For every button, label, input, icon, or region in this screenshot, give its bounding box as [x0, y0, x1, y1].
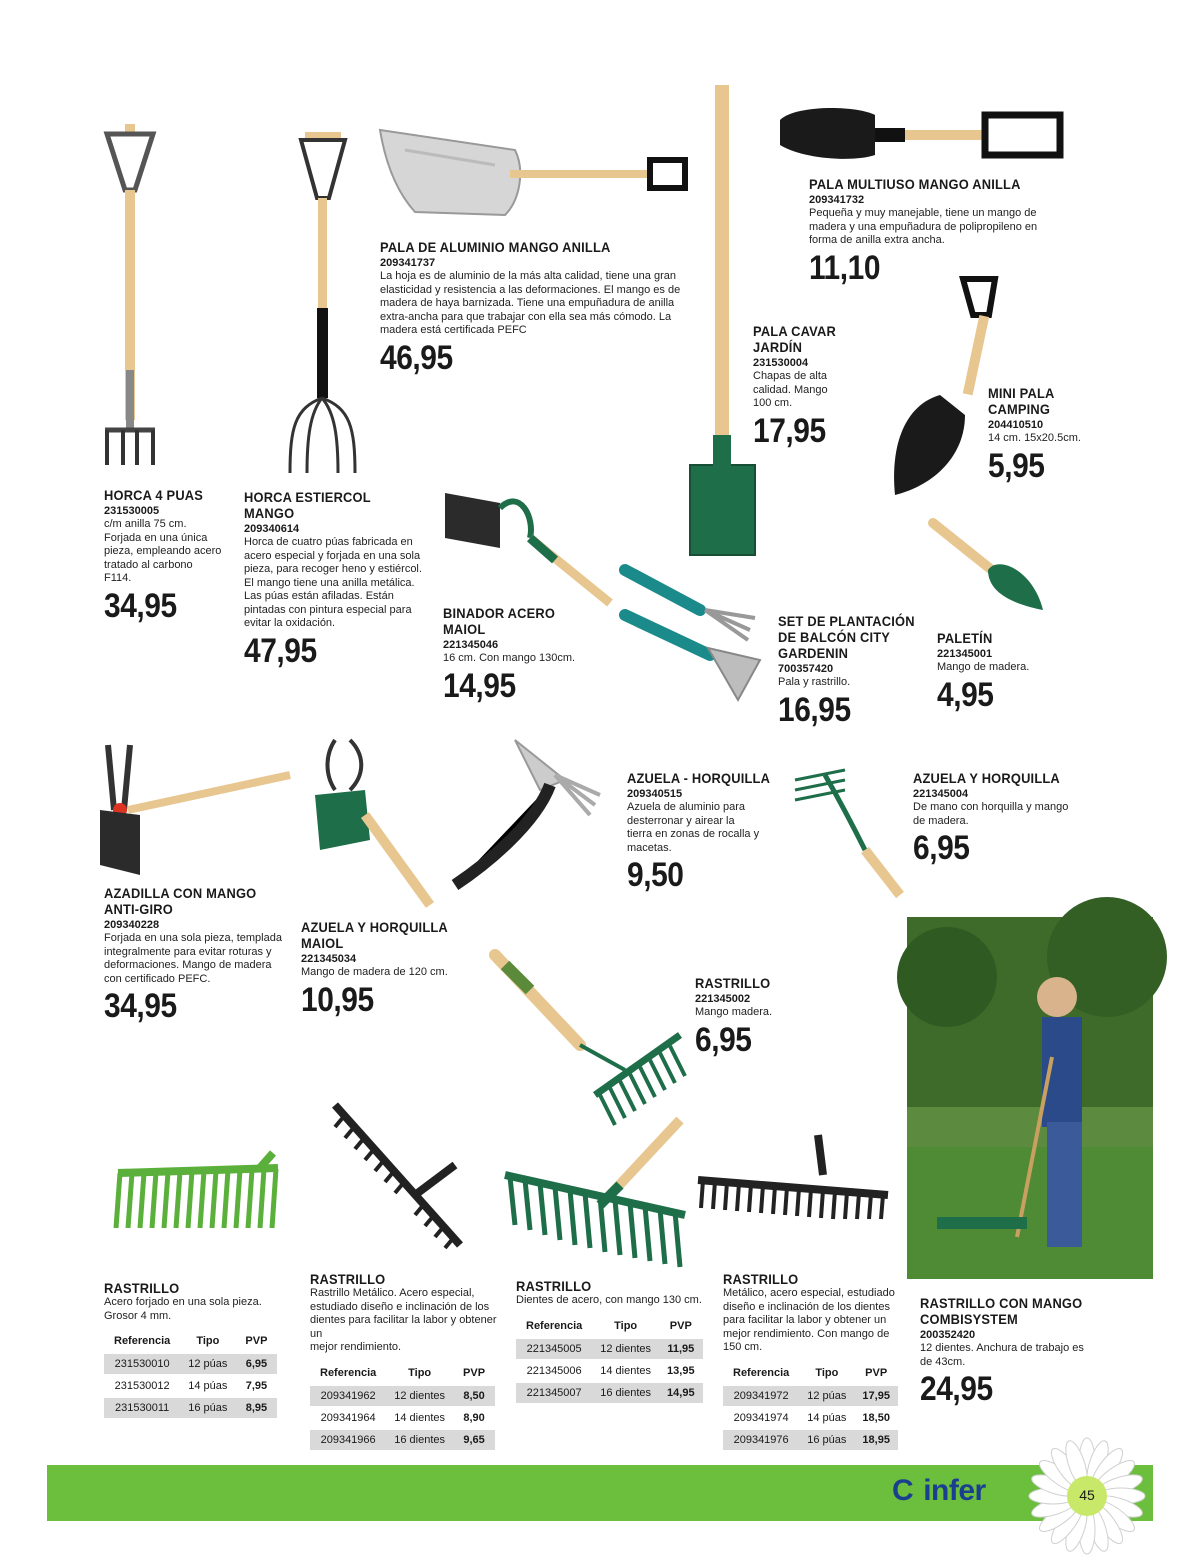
table-row — [310, 1429, 495, 1450]
table-row — [310, 1385, 495, 1407]
product-code: 204410510 — [988, 419, 1044, 431]
product-code: 221345004 — [913, 788, 969, 800]
product-rastrillo-table-3 — [516, 1278, 706, 1403]
cell-reference: 221345005 — [516, 1338, 592, 1360]
coinfer-logo — [892, 1474, 986, 1508]
product-price: 11,10 — [809, 248, 881, 287]
cell-reference: 209341976 — [723, 1429, 799, 1450]
multipurpose-shovel-image — [775, 100, 1070, 180]
price-table — [516, 1316, 703, 1403]
product-price: 6,95 — [695, 1020, 752, 1059]
cell-pvp: 8,90 — [453, 1407, 495, 1429]
mini-camping-shovel-image — [885, 275, 1005, 500]
cell-pvp: 18,95 — [854, 1429, 898, 1450]
product-paletin — [937, 630, 1057, 713]
product-code: 221345046 — [443, 639, 499, 651]
product-description: Mango de madera de 120 cm. — [301, 966, 448, 978]
cell-pvp: 8,50 — [453, 1385, 495, 1407]
column-header: PVP — [463, 1366, 486, 1379]
product-description: Chapas de alta calidad. Mango 100 cm. — [753, 370, 828, 409]
table-header — [310, 1363, 495, 1385]
column-header: Tipo — [408, 1366, 432, 1379]
product-binador — [443, 605, 603, 704]
column-header: Referencia — [114, 1335, 171, 1347]
product-code: 221345002 — [695, 993, 751, 1005]
cell-type: 16 dientes — [592, 1382, 659, 1403]
product-rastrillo-table-4 — [723, 1271, 903, 1450]
product-title: SET DE PLANTACIÓN DE BALCÓN CITY GARDENIN — [778, 613, 915, 661]
table-row — [104, 1353, 277, 1375]
column-header: PVP — [245, 1335, 268, 1347]
product-code: 209340614 — [244, 523, 300, 535]
cell-type: 14 dientes — [592, 1360, 659, 1382]
product-title: RASTRILLO CON MANGO COMBISYSTEM — [920, 1295, 1083, 1327]
product-title: PALA CAVAR JARDÍN — [753, 323, 836, 355]
product-title: RASTRILLO — [310, 1271, 386, 1287]
table-row — [104, 1375, 277, 1397]
product-code: 209341732 — [809, 194, 865, 206]
coinfer-logo-c: C — [892, 1474, 914, 1507]
product-title: AZUELA - HORQUILLA — [627, 770, 771, 786]
price-table — [310, 1363, 495, 1450]
table-header — [104, 1331, 277, 1353]
cell-reference: 209341962 — [310, 1385, 386, 1407]
column-header: Tipo — [815, 1366, 839, 1379]
product-code: 209341737 — [380, 257, 436, 269]
product-azuela-horquilla — [627, 770, 787, 893]
product-code: 209340228 — [104, 919, 160, 931]
product-mini-pala — [988, 385, 1098, 484]
cell-pvp: 11,95 — [659, 1338, 703, 1360]
price-table — [723, 1363, 898, 1450]
cell-type: 14 púas — [180, 1375, 235, 1397]
table-header — [723, 1363, 898, 1385]
product-title: RASTRILLO — [104, 1280, 180, 1296]
balcony-planting-set-image — [620, 560, 770, 705]
product-title: PALETÍN — [937, 630, 993, 646]
product-azadilla — [104, 885, 294, 1024]
product-set-plantacion — [778, 613, 928, 728]
manure-fork-image — [285, 128, 360, 473]
product-description: Horca de cuatro púas fabricada en acero especial y forjada en una sola pieza, para recoger heno y estiércol. El mango tiene una anilla metálica. Las púas están afiladas. Están pintadas con pintura especial para evitar la oxidación. — [244, 536, 422, 629]
fork-4-prong-image — [95, 120, 165, 470]
product-description: Azuela de aluminio para desterronar y airear la tierra en zonas de rocalla y macetas. — [627, 801, 760, 854]
product-rastrillo-table-1 — [104, 1280, 284, 1418]
product-title: AZUELA Y HORQUILLA — [913, 770, 1060, 786]
product-title: RASTRILLO — [516, 1278, 592, 1294]
product-price: 9,50 — [627, 856, 684, 894]
product-price: 6,95 — [913, 829, 970, 867]
cell-type: 16 púas — [799, 1429, 854, 1450]
cell-reference: 221345006 — [516, 1360, 592, 1382]
product-title: AZUELA Y HORQUILLA MAIOL — [301, 919, 448, 951]
product-code: 221345001 — [937, 648, 993, 660]
table-row — [723, 1407, 898, 1429]
price-table — [104, 1331, 277, 1418]
product-price: 10,95 — [301, 980, 374, 1019]
product-rastrillo-madera — [695, 975, 805, 1058]
anti-twist-hoe-image — [100, 740, 300, 880]
product-title: AZADILLA CON MANGO ANTI-GIRO — [104, 885, 257, 917]
cell-reference: 209341966 — [310, 1429, 386, 1450]
product-combisystem — [920, 1295, 1100, 1407]
cell-reference: 231530011 — [104, 1397, 180, 1418]
product-price: 5,95 — [988, 446, 1045, 485]
gardener-photo — [907, 917, 1153, 1279]
table-row — [516, 1338, 703, 1360]
product-price: 34,95 — [104, 586, 177, 625]
product-pala-aluminio — [380, 239, 700, 376]
table-header — [516, 1316, 703, 1338]
cell-reference: 209341972 — [723, 1385, 799, 1407]
product-description: Pequeña y muy manejable, tiene un mango de madera y una empuñadura de polipropileno en forma de anilla extra ancha. — [809, 207, 1038, 246]
product-price: 16,95 — [778, 690, 851, 729]
product-code: 700357420 — [778, 663, 834, 675]
hand-hoe-fork-image — [785, 760, 910, 900]
product-code: 209340515 — [627, 788, 683, 800]
column-header: Referencia — [526, 1319, 583, 1332]
product-description: Rastrillo Metálico. Acero especial, estudiado diseño e inclinación de los dientes para facilitar la labor y obtener un mejor rendimiento. — [310, 1287, 497, 1353]
metal-rake-150-image — [693, 1130, 893, 1220]
product-description: Metálico, acero especial, estudiado diseño e inclinación de los dientes para facilitar la labor y obtener un mejor rendimiento. Con mango de 150 cm. — [723, 1287, 895, 1353]
column-header: Tipo — [614, 1319, 638, 1332]
green-rake-handle-image — [500, 1115, 690, 1270]
product-description: Dientes de acero, con mango 130 cm. — [516, 1294, 702, 1306]
product-price: 4,95 — [937, 675, 994, 714]
aluminium-shovel-image — [375, 120, 695, 230]
product-description: De mano con horquilla y mango de madera. — [913, 801, 1069, 827]
product-rastrillo-table-2 — [310, 1271, 510, 1450]
product-title: PALA MULTIUSO MANGO ANILLA — [809, 176, 1021, 192]
product-code: 231530004 — [753, 357, 809, 369]
column-header: PVP — [865, 1366, 888, 1379]
cell-pvp: 14,95 — [659, 1382, 703, 1403]
cell-type: 16 dientes — [386, 1429, 453, 1450]
product-description: Forjada en una sola pieza, templada integralmente para evitar roturas y deformaciones. Mango de madera con certificado PEFC. — [104, 932, 282, 985]
product-azuela-maiol — [301, 919, 481, 1018]
product-description: 12 dientes. Anchura de trabajo es de 43cm. — [920, 1342, 1084, 1368]
product-price: 34,95 — [104, 987, 177, 1025]
product-pala-cavar — [753, 323, 863, 449]
product-azuela-mano — [913, 770, 1093, 866]
coinfer-logo-dot: • — [913, 1474, 924, 1507]
maiol-hoe-fork-image — [305, 735, 440, 910]
trowel-image — [928, 515, 1053, 615]
hoe-image — [440, 478, 620, 608]
cell-type: 14 púas — [799, 1407, 854, 1429]
column-header: PVP — [669, 1319, 692, 1332]
cell-type: 12 dientes — [386, 1385, 453, 1407]
product-description: Mango madera. — [695, 1006, 773, 1018]
product-price: 14,95 — [443, 666, 516, 705]
cell-reference: 221345007 — [516, 1382, 592, 1403]
aluminium-hoe-fork-image — [445, 735, 610, 895]
product-description: Pala y rastrillo. — [778, 676, 851, 688]
cell-pvp: 6,95 — [235, 1353, 277, 1375]
cell-pvp: 13,95 — [659, 1360, 703, 1382]
table-row — [723, 1429, 898, 1450]
product-description: Acero forjado en una sola pieza. Grosor 4 mm. — [104, 1296, 262, 1322]
product-title: RASTRILLO — [723, 1271, 799, 1287]
coinfer-logo-subtitle: FERRETERÍAS — [930, 1508, 995, 1514]
cell-reference: 231530012 — [104, 1375, 180, 1397]
cell-reference: 209341974 — [723, 1407, 799, 1429]
product-price: 24,95 — [920, 1370, 993, 1408]
product-title: PALA DE ALUMINIO MANGO ANILLA — [380, 239, 611, 255]
product-title: HORCA 4 PUAS — [104, 487, 204, 503]
cell-pvp: 17,95 — [854, 1385, 898, 1407]
table-row — [104, 1397, 277, 1418]
product-horca-estiercol — [244, 489, 434, 669]
cell-reference: 209341964 — [310, 1407, 386, 1429]
product-description: 16 cm. Con mango 130cm. — [443, 652, 576, 664]
table-row — [516, 1382, 703, 1403]
cell-type: 14 dientes — [386, 1407, 453, 1429]
product-title: HORCA ESTIERCOL MANGO — [244, 489, 371, 521]
column-header: Referencia — [733, 1366, 790, 1379]
product-title: BINADOR ACERO MAIOL — [443, 605, 556, 637]
column-header: Tipo — [196, 1335, 220, 1347]
cell-reference: 231530010 — [104, 1353, 180, 1375]
table-row — [310, 1407, 495, 1429]
cell-type: 16 púas — [180, 1397, 235, 1418]
product-horca-4-puas — [104, 487, 234, 624]
product-description: Mango de madera. — [937, 661, 1030, 673]
column-header: Referencia — [320, 1366, 377, 1379]
cell-pvp: 8,95 — [235, 1397, 277, 1418]
product-price: 17,95 — [753, 411, 826, 450]
product-code: 231530005 — [104, 505, 160, 517]
product-title: RASTRILLO — [695, 975, 771, 991]
product-pala-multiuso — [809, 176, 1069, 286]
metal-rake-image — [325, 1095, 470, 1265]
cell-pvp: 9,65 — [453, 1429, 495, 1450]
product-code: 221345034 — [301, 953, 357, 965]
cell-type: 12 púas — [799, 1385, 854, 1407]
cell-type: 12 púas — [180, 1353, 235, 1375]
product-code: 200352420 — [920, 1329, 976, 1341]
product-description: 14 cm. 15x20.5cm. — [988, 432, 1081, 444]
table-row — [723, 1385, 898, 1407]
product-title: MINI PALA CAMPING — [988, 385, 1055, 417]
cell-pvp: 18,50 — [854, 1407, 898, 1429]
product-description: c/m anilla 75 cm. Forjada en una única pieza, empleando acero tratado al carbono F114. — [104, 518, 222, 584]
product-price: 47,95 — [244, 631, 317, 670]
page-number: 45 — [1072, 1480, 1102, 1510]
product-price: 46,95 — [380, 338, 453, 377]
cell-type: 12 dientes — [592, 1338, 659, 1360]
table-row — [516, 1360, 703, 1382]
product-description: La hoja es de aluminio de la más alta calidad, tiene una gran elasticidad y resistencia a las deformaciones. El mango es de madera de haya barnizada. Tiene una empuñadura de anilla extra-ancha para que trabajar con ella sea más cómodo. La madera está certificada PEFC — [380, 270, 681, 336]
coinfer-logo-text: infer — [923, 1474, 986, 1507]
cell-pvp: 7,95 — [235, 1375, 277, 1397]
forged-rake-image — [108, 1148, 288, 1238]
